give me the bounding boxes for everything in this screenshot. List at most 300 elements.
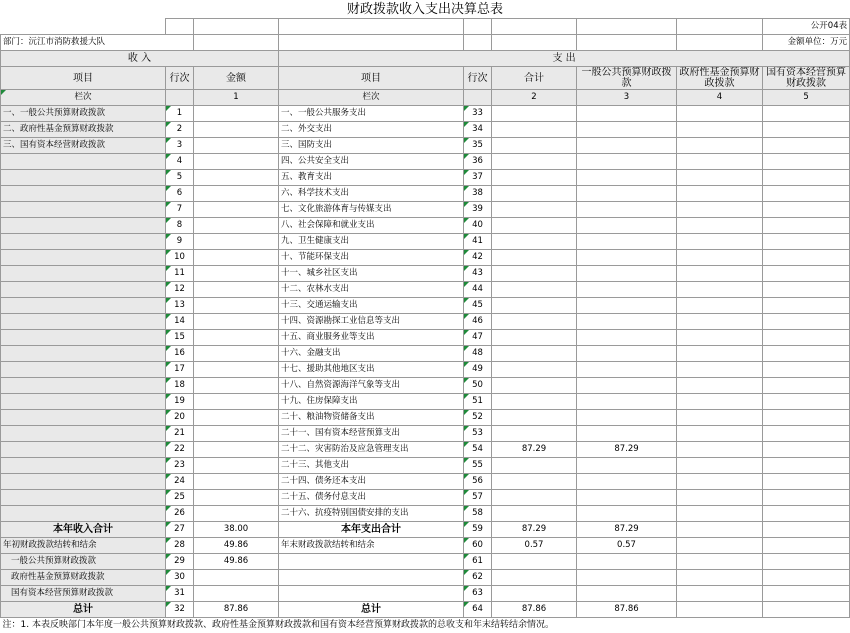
- expense-general-budget[interactable]: [577, 122, 677, 138]
- expense-line-no: 44: [464, 282, 492, 298]
- income-item: [1, 266, 166, 282]
- expense-total[interactable]: [492, 378, 577, 394]
- income-line-no: 27: [166, 522, 194, 538]
- expense-line-no: 49: [464, 362, 492, 378]
- expense-soe-budget[interactable]: [763, 522, 850, 538]
- expense-soe-budget[interactable]: [763, 362, 850, 378]
- expense-general-budget[interactable]: [577, 426, 677, 442]
- expense-gov-fund[interactable]: [677, 122, 763, 138]
- expense-item: 十、节能环保支出: [279, 250, 464, 266]
- table-row: [1, 410, 850, 426]
- expense-total[interactable]: [492, 506, 577, 522]
- table-row: [1, 474, 850, 490]
- expense-total[interactable]: [492, 410, 577, 426]
- table-row: [1, 506, 850, 522]
- expense-gov-fund[interactable]: [677, 522, 763, 538]
- expense-general-budget[interactable]: [577, 554, 677, 570]
- expense-soe-budget[interactable]: [763, 394, 850, 410]
- income-amount[interactable]: [194, 186, 279, 202]
- expense-line-no: 33: [464, 106, 492, 122]
- expense-item: 二十六、抗疫特别国债安排的支出: [279, 506, 464, 522]
- expense-item: 十一、城乡社区支出: [279, 266, 464, 282]
- income-line-no: 32: [166, 602, 194, 618]
- income-line-no: 31: [166, 586, 194, 602]
- expense-line-no: 34: [464, 122, 492, 138]
- expense-gov-fund[interactable]: [677, 554, 763, 570]
- income-amount[interactable]: [194, 250, 279, 266]
- income-item: 总计: [1, 602, 166, 618]
- expense-item: 十三、交通运输支出: [279, 298, 464, 314]
- income-line-no: 20: [166, 410, 194, 426]
- expense-total[interactable]: [492, 314, 577, 330]
- expense-total[interactable]: 0.57: [492, 538, 577, 554]
- income-amount[interactable]: [194, 314, 279, 330]
- expense-gov-fund[interactable]: [677, 282, 763, 298]
- table-row: [1, 442, 850, 458]
- income-amount[interactable]: 49.86: [194, 554, 279, 570]
- income-line-no: 16: [166, 346, 194, 362]
- expense-general-budget[interactable]: [577, 202, 677, 218]
- expense-line-no: 36: [464, 154, 492, 170]
- income-item: [1, 186, 166, 202]
- income-line-no: 11: [166, 266, 194, 282]
- expense-total[interactable]: [492, 122, 577, 138]
- income-line-no: 19: [166, 394, 194, 410]
- expense-line-no: 56: [464, 474, 492, 490]
- expense-gov-fund[interactable]: [677, 330, 763, 346]
- expense-total[interactable]: [492, 282, 577, 298]
- income-amount[interactable]: [194, 378, 279, 394]
- col-income-amount: 金额: [194, 67, 279, 90]
- income-item: 国有资本经营预算财政拨款: [1, 586, 166, 602]
- expense-general-budget[interactable]: [577, 586, 677, 602]
- income-amount[interactable]: [194, 410, 279, 426]
- expense-general-budget[interactable]: 87.29: [577, 442, 677, 458]
- income-amount[interactable]: [194, 362, 279, 378]
- income-amount[interactable]: 49.86: [194, 538, 279, 554]
- table-row: [1, 522, 850, 538]
- expense-total[interactable]: [492, 298, 577, 314]
- table-row: [1, 122, 850, 138]
- expense-line-no: 51: [464, 394, 492, 410]
- expense-item: 七、文化旅游体育与传媒支出: [279, 202, 464, 218]
- col-income-item: 项目: [1, 67, 166, 90]
- expense-general-budget[interactable]: [577, 250, 677, 266]
- income-item: [1, 250, 166, 266]
- expense-soe-budget[interactable]: [763, 602, 850, 618]
- expense-total[interactable]: [492, 106, 577, 122]
- expense-gov-fund[interactable]: [677, 250, 763, 266]
- expense-total[interactable]: [492, 250, 577, 266]
- income-amount[interactable]: [194, 586, 279, 602]
- expense-general-budget[interactable]: [577, 106, 677, 122]
- income-amount[interactable]: [194, 202, 279, 218]
- table-row: [1, 250, 850, 266]
- income-line-no: 17: [166, 362, 194, 378]
- expense-gov-fund[interactable]: [677, 490, 763, 506]
- expense-item: 四、公共安全支出: [279, 154, 464, 170]
- table-row: [1, 602, 850, 618]
- expense-general-budget[interactable]: [577, 474, 677, 490]
- expense-soe-budget[interactable]: [763, 538, 850, 554]
- expense-soe-budget[interactable]: [763, 426, 850, 442]
- income-amount[interactable]: [194, 106, 279, 122]
- income-line-no: 3: [166, 138, 194, 154]
- expense-gov-fund[interactable]: [677, 202, 763, 218]
- expense-soe-budget[interactable]: [763, 346, 850, 362]
- income-amount[interactable]: [194, 506, 279, 522]
- expense-total[interactable]: [492, 346, 577, 362]
- expense-gov-fund[interactable]: [677, 154, 763, 170]
- income-item: [1, 442, 166, 458]
- expense-general-budget[interactable]: [577, 234, 677, 250]
- expense-item: 二十二、灾害防治及应急管理支出: [279, 442, 464, 458]
- expense-line-no: 48: [464, 346, 492, 362]
- income-line-no: 21: [166, 426, 194, 442]
- table-row: [1, 394, 850, 410]
- expense-soe-budget[interactable]: [763, 122, 850, 138]
- expense-line-no: 60: [464, 538, 492, 554]
- expense-item: 六、科学技术支出: [279, 186, 464, 202]
- expense-total[interactable]: [492, 202, 577, 218]
- expense-general-budget[interactable]: [577, 410, 677, 426]
- expense-general-budget[interactable]: [577, 298, 677, 314]
- expense-gov-fund[interactable]: [677, 442, 763, 458]
- expense-line-no: 38: [464, 186, 492, 202]
- expense-item: 本年支出合计: [279, 522, 464, 538]
- income-line-no: 12: [166, 282, 194, 298]
- expense-total[interactable]: [492, 490, 577, 506]
- expense-general-budget[interactable]: [577, 394, 677, 410]
- expense-total[interactable]: [492, 586, 577, 602]
- expense-gov-fund[interactable]: [677, 218, 763, 234]
- expense-total[interactable]: [492, 458, 577, 474]
- income-line-no: 7: [166, 202, 194, 218]
- expense-total[interactable]: [492, 154, 577, 170]
- expense-item: 二十四、债务还本支出: [279, 474, 464, 490]
- table-row: [1, 538, 850, 554]
- table-row: [1, 282, 850, 298]
- expense-general-budget[interactable]: 87.86: [577, 602, 677, 618]
- expense-soe-budget[interactable]: [763, 266, 850, 282]
- expense-general-budget[interactable]: [577, 330, 677, 346]
- expense-gov-fund[interactable]: [677, 394, 763, 410]
- table-row: [1, 346, 850, 362]
- expense-line-no: 43: [464, 266, 492, 282]
- expense-general-budget[interactable]: [577, 266, 677, 282]
- expense-general-budget[interactable]: 87.29: [577, 522, 677, 538]
- expense-gov-fund[interactable]: [677, 586, 763, 602]
- income-line-no: 29: [166, 554, 194, 570]
- expense-total[interactable]: [492, 218, 577, 234]
- expense-item: 十七、援助其他地区支出: [279, 362, 464, 378]
- col-number-1: 1: [194, 90, 279, 106]
- expense-gov-fund[interactable]: [677, 298, 763, 314]
- expense-soe-budget[interactable]: [763, 106, 850, 122]
- table-row: [1, 490, 850, 506]
- expense-item: 十五、商业服务业等支出: [279, 330, 464, 346]
- expense-general-budget[interactable]: [577, 186, 677, 202]
- col-number-5: 5: [763, 90, 850, 106]
- expense-total[interactable]: 87.86: [492, 602, 577, 618]
- expense-item: 一、一般公共服务支出: [279, 106, 464, 122]
- expense-total[interactable]: [492, 474, 577, 490]
- expense-line-no: 64: [464, 602, 492, 618]
- income-amount[interactable]: [194, 442, 279, 458]
- expense-soe-budget[interactable]: [763, 474, 850, 490]
- income-amount[interactable]: [194, 570, 279, 586]
- income-item: 政府性基金预算财政拨款: [1, 570, 166, 586]
- income-line-no: 1: [166, 106, 194, 122]
- income-item: [1, 378, 166, 394]
- income-line-no: 26: [166, 506, 194, 522]
- income-line-no: 2: [166, 122, 194, 138]
- expense-line-no: 35: [464, 138, 492, 154]
- expense-general-budget[interactable]: [577, 506, 677, 522]
- income-line-no: 10: [166, 250, 194, 266]
- expense-line-no: 52: [464, 410, 492, 426]
- expense-gov-fund[interactable]: [677, 170, 763, 186]
- income-line-no: 14: [166, 314, 194, 330]
- income-item: [1, 426, 166, 442]
- expense-general-budget[interactable]: [577, 138, 677, 154]
- table-title: 财政拨款收入支出决算总表: [1, 0, 850, 19]
- income-line-no: 28: [166, 538, 194, 554]
- table-row: [1, 378, 850, 394]
- expense-item: 十四、资源勘探工业信息等支出: [279, 314, 464, 330]
- expense-general-budget[interactable]: [577, 170, 677, 186]
- expense-item: 九、卫生健康支出: [279, 234, 464, 250]
- expense-soe-budget[interactable]: [763, 186, 850, 202]
- expense-total[interactable]: [492, 186, 577, 202]
- expense-gov-fund[interactable]: [677, 538, 763, 554]
- expense-general-budget[interactable]: [577, 282, 677, 298]
- col-expense-line: 行次: [464, 67, 492, 90]
- income-amount[interactable]: [194, 394, 279, 410]
- expense-total[interactable]: [492, 138, 577, 154]
- income-line-no: 4: [166, 154, 194, 170]
- col-soe-budget: 国有资本经营预算财政拨款: [763, 67, 850, 90]
- expense-soe-budget[interactable]: [763, 554, 850, 570]
- expense-total[interactable]: 87.29: [492, 522, 577, 538]
- col-number-4: 4: [677, 90, 763, 106]
- income-amount[interactable]: [194, 234, 279, 250]
- expense-soe-budget[interactable]: [763, 378, 850, 394]
- income-amount[interactable]: [194, 490, 279, 506]
- expense-general-budget[interactable]: [577, 378, 677, 394]
- income-line-no: 18: [166, 378, 194, 394]
- income-amount[interactable]: [194, 474, 279, 490]
- income-item: [1, 202, 166, 218]
- expense-line-no: 53: [464, 426, 492, 442]
- expense-item: 十八、自然资源海洋气象等支出: [279, 378, 464, 394]
- expense-gov-fund[interactable]: [677, 458, 763, 474]
- expense-gov-fund[interactable]: [677, 426, 763, 442]
- expense-total[interactable]: 87.29: [492, 442, 577, 458]
- expense-gov-fund[interactable]: [677, 378, 763, 394]
- income-amount[interactable]: [194, 330, 279, 346]
- expense-general-budget[interactable]: [577, 458, 677, 474]
- income-item: [1, 154, 166, 170]
- income-item: [1, 234, 166, 250]
- income-amount[interactable]: [194, 266, 279, 282]
- income-amount[interactable]: 87.86: [194, 602, 279, 618]
- expense-line-no: 41: [464, 234, 492, 250]
- expense-item: 二、外交支出: [279, 122, 464, 138]
- income-item: 本年收入合计: [1, 522, 166, 538]
- expense-item: 八、社会保障和就业支出: [279, 218, 464, 234]
- income-amount[interactable]: [194, 282, 279, 298]
- col-expense-total: 合计: [492, 67, 577, 90]
- expense-gov-fund[interactable]: [677, 474, 763, 490]
- income-line-no: 15: [166, 330, 194, 346]
- expense-item: 三、国防支出: [279, 138, 464, 154]
- income-amount[interactable]: [194, 122, 279, 138]
- income-amount[interactable]: [194, 458, 279, 474]
- table-row: [1, 330, 850, 346]
- expense-item: [279, 586, 464, 602]
- expense-item: 二十五、债务付息支出: [279, 490, 464, 506]
- col-number-2: 2: [492, 90, 577, 106]
- expense-gov-fund[interactable]: [677, 602, 763, 618]
- col-gov-fund: 政府性基金预算财政拨款: [677, 67, 763, 90]
- expense-soe-budget[interactable]: [763, 586, 850, 602]
- expense-soe-budget[interactable]: [763, 570, 850, 586]
- expense-general-budget[interactable]: [577, 314, 677, 330]
- income-header: 收 入: [1, 51, 279, 67]
- expense-line-no: 39: [464, 202, 492, 218]
- expense-gov-fund[interactable]: [677, 570, 763, 586]
- expense-total[interactable]: [492, 330, 577, 346]
- expense-line-no: 46: [464, 314, 492, 330]
- income-line-no: 6: [166, 186, 194, 202]
- income-item: [1, 170, 166, 186]
- income-line-no: 30: [166, 570, 194, 586]
- expense-gov-fund[interactable]: [677, 106, 763, 122]
- expense-item: 二十一、国有资本经营预算支出: [279, 426, 464, 442]
- expense-soe-budget[interactable]: [763, 218, 850, 234]
- income-amount[interactable]: [194, 154, 279, 170]
- expense-line-no: 45: [464, 298, 492, 314]
- income-amount[interactable]: [194, 426, 279, 442]
- expense-total[interactable]: [492, 266, 577, 282]
- expense-general-budget[interactable]: [577, 362, 677, 378]
- expense-total[interactable]: [492, 234, 577, 250]
- expense-soe-budget[interactable]: [763, 138, 850, 154]
- income-item: 一般公共预算财政拨款: [1, 554, 166, 570]
- expense-gov-fund[interactable]: [677, 186, 763, 202]
- income-line-no: 22: [166, 442, 194, 458]
- expense-total[interactable]: [492, 170, 577, 186]
- expense-soe-budget[interactable]: [763, 442, 850, 458]
- income-amount[interactable]: [194, 346, 279, 362]
- table-row: [1, 586, 850, 602]
- table-row: [1, 218, 850, 234]
- expense-soe-budget[interactable]: [763, 410, 850, 426]
- expense-total[interactable]: [492, 554, 577, 570]
- expense-soe-budget[interactable]: [763, 282, 850, 298]
- col-number-label-exp: 栏次: [279, 90, 464, 106]
- expense-item: 十六、金融支出: [279, 346, 464, 362]
- income-amount[interactable]: [194, 298, 279, 314]
- expense-total[interactable]: [492, 362, 577, 378]
- expense-item: 十二、农林水支出: [279, 282, 464, 298]
- expense-general-budget[interactable]: [577, 490, 677, 506]
- table-row: [1, 458, 850, 474]
- expense-general-budget[interactable]: [577, 570, 677, 586]
- income-item: 三、国有资本经营财政拨款: [1, 138, 166, 154]
- expense-total[interactable]: [492, 394, 577, 410]
- table-row: [1, 186, 850, 202]
- income-item: [1, 330, 166, 346]
- col-income-line: 行次: [166, 67, 194, 90]
- income-amount[interactable]: [194, 138, 279, 154]
- expense-soe-budget[interactable]: [763, 170, 850, 186]
- income-item: [1, 298, 166, 314]
- table-row: [1, 266, 850, 282]
- expense-soe-budget[interactable]: [763, 458, 850, 474]
- expense-gov-fund[interactable]: [677, 266, 763, 282]
- expense-gov-fund[interactable]: [677, 234, 763, 250]
- expense-item: 年末财政拨款结转和结余: [279, 538, 464, 554]
- expense-general-budget[interactable]: 0.57: [577, 538, 677, 554]
- expense-soe-budget[interactable]: [763, 250, 850, 266]
- expense-soe-budget[interactable]: [763, 298, 850, 314]
- income-amount[interactable]: [194, 170, 279, 186]
- form-code: 公开04表: [763, 19, 850, 35]
- expense-soe-budget[interactable]: [763, 202, 850, 218]
- expense-gov-fund[interactable]: [677, 506, 763, 522]
- income-item: 一、一般公共预算财政拨款: [1, 106, 166, 122]
- expense-gov-fund[interactable]: [677, 138, 763, 154]
- expense-soe-budget[interactable]: [763, 330, 850, 346]
- expense-item: 二十三、其他支出: [279, 458, 464, 474]
- income-item: [1, 474, 166, 490]
- expense-total[interactable]: [492, 570, 577, 586]
- department-label: 部门：沅江市消防救援大队: [1, 35, 194, 51]
- income-item: 年初财政拨款结转和结余: [1, 538, 166, 554]
- expense-line-no: 37: [464, 170, 492, 186]
- expense-total[interactable]: [492, 426, 577, 442]
- expense-item: 总计: [279, 602, 464, 618]
- expense-soe-budget[interactable]: [763, 154, 850, 170]
- income-item: [1, 346, 166, 362]
- income-amount[interactable]: [194, 218, 279, 234]
- income-item: [1, 314, 166, 330]
- expense-general-budget[interactable]: [577, 154, 677, 170]
- table-row: [1, 314, 850, 330]
- expense-line-no: 47: [464, 330, 492, 346]
- expense-item: [279, 570, 464, 586]
- expense-gov-fund[interactable]: [677, 410, 763, 426]
- expense-soe-budget[interactable]: [763, 490, 850, 506]
- expense-soe-budget[interactable]: [763, 234, 850, 250]
- expense-line-no: 54: [464, 442, 492, 458]
- expense-gov-fund[interactable]: [677, 362, 763, 378]
- expense-soe-budget[interactable]: [763, 506, 850, 522]
- expense-gov-fund[interactable]: [677, 314, 763, 330]
- table-row: [1, 202, 850, 218]
- income-amount[interactable]: 38.00: [194, 522, 279, 538]
- expense-general-budget[interactable]: [577, 346, 677, 362]
- expense-line-no: 59: [464, 522, 492, 538]
- expense-general-budget[interactable]: [577, 218, 677, 234]
- income-item: [1, 394, 166, 410]
- income-line-no: 13: [166, 298, 194, 314]
- expense-soe-budget[interactable]: [763, 314, 850, 330]
- expense-gov-fund[interactable]: [677, 346, 763, 362]
- income-item: 二、政府性基金预算财政拨款: [1, 122, 166, 138]
